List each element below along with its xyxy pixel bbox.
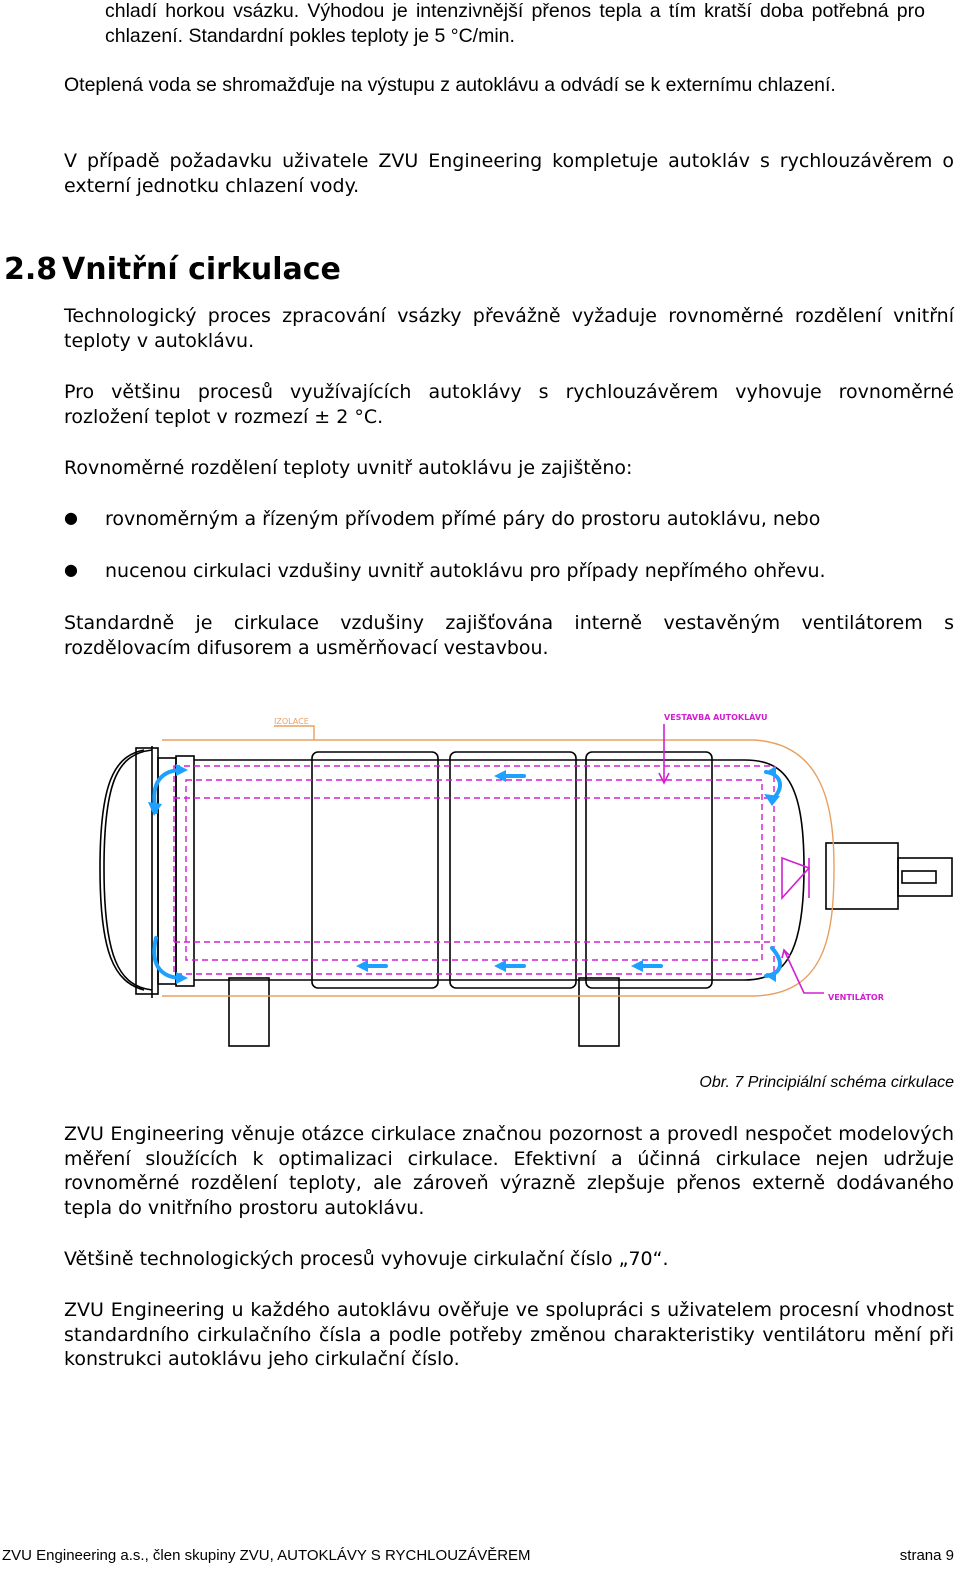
paragraph-verification: ZVU Engineering u každého autoklávu ověřuje ve spolupráci s uživatelem procesní vhodnost standardního cirkulačního čísla a podle potřeby změnou charakteristiky ventilátoru mění při konstrukci autoklávu jeho cirkulační číslo.	[64, 1299, 954, 1370]
insulation-label: IZOLACE	[274, 717, 309, 726]
intro-continuation: chladí horkou vsázku. Výhodou je intenzivnější přenos tepla a tím kratší doba potřebná pro chlazení. Standardní pokles teploty je 5 °C/min.	[105, 0, 925, 47]
paragraph-circulation-number: Většině technologických procesů vyhovuje cirkulační číslo „70“.	[64, 1248, 669, 1270]
section-title: Vnitřní cirkulace	[62, 252, 341, 287]
paragraph-standard-fan: Standardně je cirkulace vzdušiny zajišťována interně vestavěným ventilátorem s rozdělovacím difusorem a usměrňovací vestavbou.	[64, 612, 954, 659]
internals-outline	[174, 766, 774, 974]
fan-marker	[659, 724, 824, 993]
section-heading	[4, 252, 341, 287]
paragraph-ensured: Rovnoměrné rozdělení teploty uvnitř autoklávu je zajištěno:	[64, 457, 633, 479]
paragraph-external-cooling: Oteplená voda se shromažďuje na výstupu z autoklávu a odvádí se k externímu chlazení.	[64, 74, 836, 96]
list-item-text: nucenou cirkulaci vzdušiny uvnitř autoklávu pro případy nepřímého ohřevu.	[105, 560, 826, 582]
figure-caption: Obr. 7 Principiální schéma cirkulace	[699, 1074, 954, 1091]
list-item-text: rovnoměrným a řízeným přívodem přímé páry do prostoru autoklávu, nebo	[105, 508, 821, 530]
bullet-icon: ●	[64, 508, 78, 527]
paragraph-water-cooling-unit: V případě požadavku uživatele ZVU Engineering kompletuje autokláv s rychlouzávěrem o externí jednotku chlazení vody.	[64, 150, 954, 197]
footer-left: ZVU Engineering a.s., člen skupiny ZVU, AUTOKLÁVY S RYCHLOUZÁVĚREM	[2, 1547, 531, 1564]
paragraph-process: Technologický proces zpracování vsázky převážně vyžaduje rovnoměrné rozdělení vnitřní teploty v autoklávu.	[64, 305, 954, 352]
circulation-diagram	[64, 688, 954, 1058]
section-number: 2.8	[4, 252, 58, 287]
paragraph-temperature-range: Pro většinu procesů využívajících autoklávy s rychlouzávěrem vyhovuje rovnoměrné rozložení teplot v rozmezí ± 2 °C.	[64, 381, 954, 428]
page-number: strana 9	[899, 1547, 954, 1564]
bullet-icon: ●	[64, 560, 78, 579]
arrow-heads	[148, 764, 780, 984]
internals-label: VESTAVBA AUTOKLÁVU	[664, 713, 768, 722]
fan-label: VENTILÁTOR	[828, 993, 884, 1002]
circulation-arrows	[154, 770, 780, 978]
paragraph-optimization: ZVU Engineering věnuje otázce cirkulace značnou pozornost a provedl nespočet modelových měření sloužících k optimalizaci cirkulace. Efektivní a účinná cirkulace nejen udržuje rovnoměrné rozdělení teploty, ale zároveň výrazně zlepšuje přenos externě dodávaného tepla do vnitřního prostoru autoklávu.	[64, 1123, 954, 1219]
